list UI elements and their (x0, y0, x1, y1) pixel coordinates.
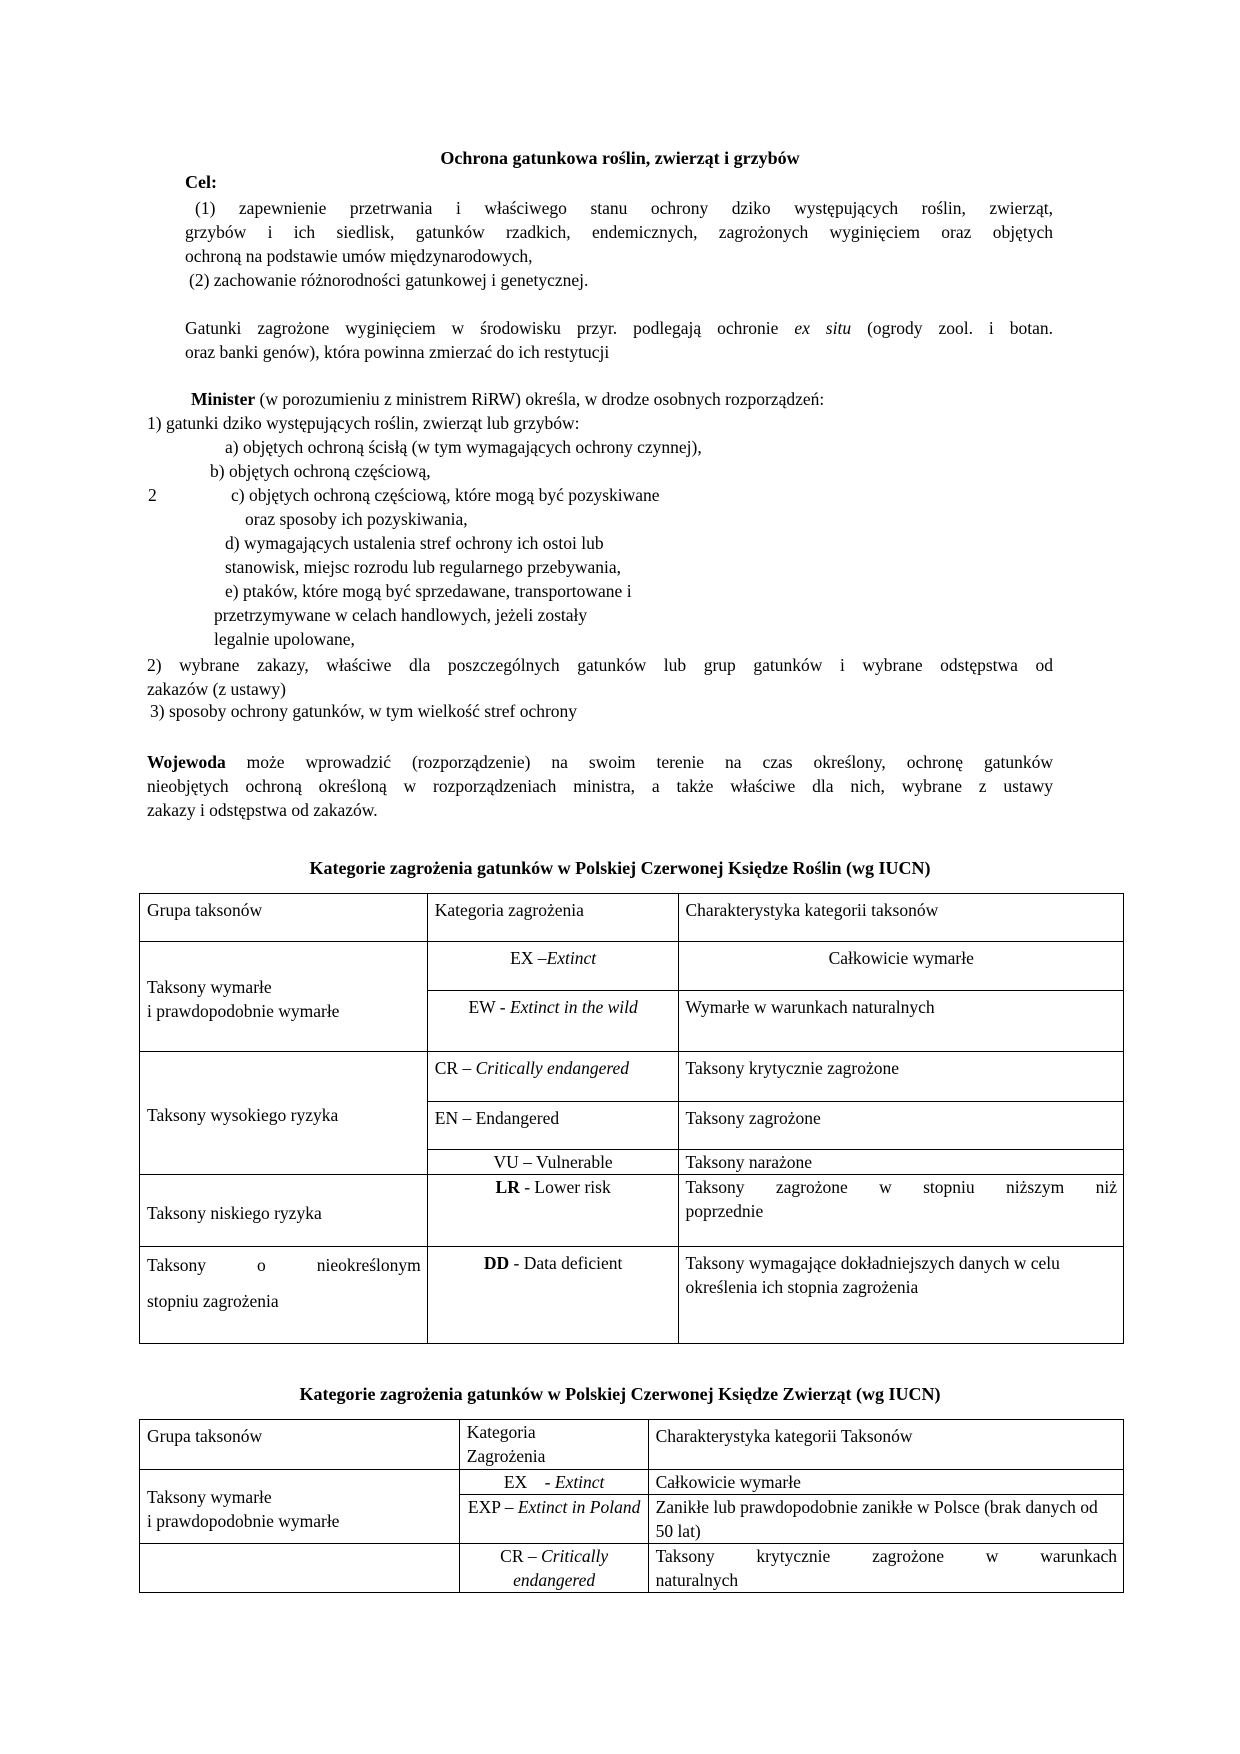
minister-item-2-line1: 2) wybrane zakazy, właściwe dla poszczególnych gatunków lub grup gatunków i wybrane odstępstwa od (147, 655, 1053, 675)
group-cell: Taksony wymarłe i prawdopodobnie wymarłe (140, 1470, 460, 1544)
table-row (140, 1470, 1124, 1495)
margin-number: 2 (148, 485, 157, 505)
table-header: Charakterystyka kategorii taksonów (678, 894, 1124, 942)
minister-item-b: b) objętych ochroną częściową, (210, 461, 431, 481)
minister-item-2 (147, 653, 1053, 701)
table-header: Kategoria Zagrożenia (459, 1420, 648, 1470)
cel-label: Cel: (185, 172, 217, 192)
category-cell: EXP – Extinct in Poland (459, 1495, 648, 1544)
group-cell: Taksony wysokiego ryzyka (140, 1052, 428, 1175)
description-cell: Zanikłe lub prawdopodobnie zanikłe w Polsce (brak danych od 50 lat) (648, 1495, 1123, 1544)
table-header: Kategoria zagrożenia (427, 894, 678, 942)
description-cell: Taksony zagrożone w stopniu niższym niż poprzednie (678, 1175, 1124, 1247)
category-cell: LR - Lower risk (427, 1175, 678, 1247)
table2-title: Kategorie zagrożenia gatunków w Polskiej Czerwonej Księdze Zwierząt (wg IUCN) (299, 1384, 941, 1404)
page-title: Ochrona gatunkowa roślin, zwierząt i grzybów (440, 148, 800, 168)
minister-item-3: 3) sposoby ochrony gatunków, w tym wielkość stref ochrony (150, 701, 578, 721)
category-cell: EX - Extinct (459, 1470, 648, 1495)
table-row (140, 1175, 1124, 1247)
category-cell: EW - Extinct in the wild (427, 991, 678, 1052)
category-cell: EN – Endangered (427, 1102, 678, 1150)
description-cell: Taksony krytycznie zagrożone w warunkach naturalnych (648, 1544, 1123, 1593)
table-row (140, 1544, 1124, 1593)
minister-item-e2: przetrzymywane w celach handlowych, jeżeli zostały (214, 605, 588, 625)
ex-situ-line1: Gatunki zagrożone wyginięciem w środowisku przyr. podlegają ochronie ex situ (ogrody zool. i botan. (185, 318, 1053, 338)
cel-p1-line3: ochroną na podstawie umów międzynarodowych, (185, 246, 533, 266)
minister-item-d2: stanowisk, miejsc rozrodu lub regularnego przebywania, (225, 557, 622, 577)
minister-item-e1: e) ptaków, które mogą być sprzedawane, transportowane i (225, 581, 632, 601)
wojewoda-line2: nieobjętych ochroną określoną w rozporządzeniach ministra, a także właściwe dla nich, wybrane z ustawy (147, 776, 1053, 796)
wojewoda-line1: Wojewoda może wprowadzić (rozporządzenie) na swoim terenie na czas określony, ochronę gatunków (147, 752, 1053, 772)
group-cell: Taksony o nieokreślonym stopniu zagrożenia (140, 1247, 428, 1344)
description-cell: Wymarłe w warunkach naturalnych (678, 991, 1124, 1052)
table-row (140, 894, 1124, 942)
cel-p1-line1: (1) zapewnienie przetrwania i właściwego stanu ochrony dziko występujących roślin, zwierząt, (195, 198, 1053, 218)
category-cell: EX –Extinct (427, 942, 678, 991)
minister-item-d1: d) wymagających ustalenia stref ochrony ich ostoi lub (225, 533, 604, 553)
minister-heading: Minister (w porozumieniu z ministrem RiRW) określa, w drodze osobnych rozporządzeń: (191, 389, 825, 409)
table-row (140, 1052, 1124, 1102)
description-cell: Taksony zagrożone (678, 1102, 1124, 1150)
minister-item-c2: oraz sposoby ich pozyskiwania, (245, 509, 468, 529)
category-cell: CR – Critically endangered (459, 1544, 648, 1593)
minister-item-e3: legalnie upolowane, (214, 629, 355, 649)
group-cell (140, 1544, 460, 1593)
table1-title: Kategorie zagrożenia gatunków w Polskiej Czerwonej Księdze Roślin (wg IUCN) (309, 858, 931, 878)
table-header: Charakterystyka kategorii Taksonów (648, 1420, 1123, 1470)
category-cell: DD - Data deficient (427, 1247, 678, 1344)
cel-p2: (2) zachowanie różnorodności gatunkowej i genetycznej. (189, 270, 589, 290)
description-cell: Całkowicie wymarłe (648, 1470, 1123, 1495)
minister-item-1: 1) gatunki dziko występujących roślin, zwierząt lub grzybów: (147, 413, 580, 433)
table-row (140, 1247, 1124, 1344)
description-cell: Taksony wymagające dokładniejszych danych w celu określenia ich stopnia zagrożenia (678, 1247, 1124, 1344)
minister-item-2-line2: zakazów (z ustawy) (147, 679, 286, 699)
description-cell: Taksony narażone (678, 1150, 1124, 1175)
ex-situ-paragraph (185, 316, 1053, 364)
description-cell: Taksony krytycznie zagrożone (678, 1052, 1124, 1102)
table-header: Grupa taksonów (140, 1420, 460, 1470)
plants-threat-table (139, 893, 1124, 1344)
cel-paragraph-1 (185, 196, 1053, 292)
animals-threat-table (139, 1419, 1124, 1593)
cel-p1-line2: grzybów i ich siedlisk, gatunków rzadkich, endemicznych, zagrożonych wyginięciem oraz objętych (185, 222, 1053, 242)
table-row (140, 942, 1124, 991)
wojewoda-line3: zakazy i odstępstwa od zakazów. (147, 800, 378, 820)
wojewoda-paragraph (147, 750, 1053, 822)
group-cell: Taksony niskiego ryzyka (140, 1175, 428, 1247)
group-cell: Taksony wymarłe i prawdopodobnie wymarłe (140, 942, 428, 1052)
table-row (140, 1420, 1124, 1470)
table-header: Grupa taksonów (140, 894, 428, 942)
category-cell: VU – Vulnerable (427, 1150, 678, 1175)
ex-situ-line2: oraz banki genów), która powinna zmierzać do ich restytucji (185, 342, 610, 362)
category-cell: CR – Critically endangered (427, 1052, 678, 1102)
minister-item-c1: c) objętych ochroną częściową, które mogą być pozyskiwane (231, 485, 660, 505)
minister-item-a: a) objętych ochroną ścisłą (w tym wymagających ochrony czynnej), (225, 437, 702, 457)
description-cell: Całkowicie wymarłe (678, 942, 1124, 991)
